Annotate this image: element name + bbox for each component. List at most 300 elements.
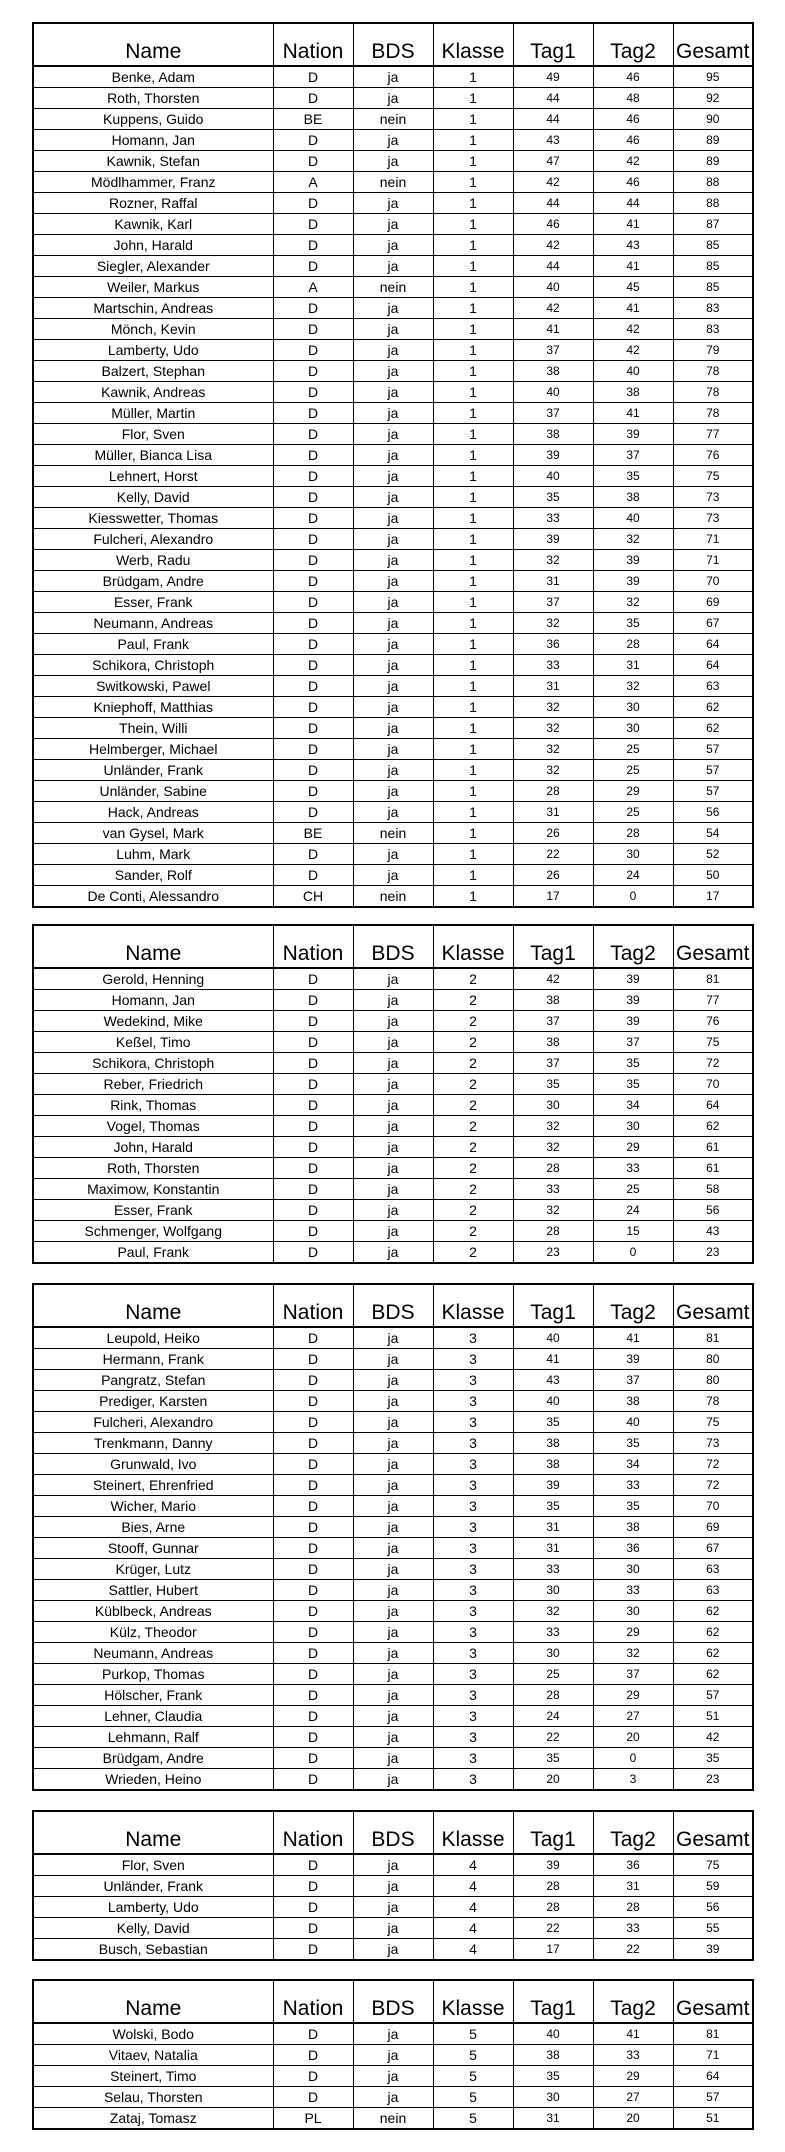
cell-klasse: 3	[433, 1769, 513, 1791]
cell-tag1: 28	[513, 1221, 593, 1242]
cell-nation: D	[273, 676, 353, 697]
cell-name: Kelly, David	[33, 487, 273, 508]
cell-tag2: 48	[593, 88, 673, 109]
cell-tag2: 20	[593, 1727, 673, 1748]
cell-klasse: 1	[433, 844, 513, 865]
cell-gesamt: 62	[673, 697, 753, 718]
table-row	[33, 508, 753, 529]
cell-nation: PL	[273, 2108, 353, 2130]
cell-klasse: 5	[433, 2045, 513, 2066]
cell-nation: D	[273, 1137, 353, 1158]
cell-gesamt: 50	[673, 865, 753, 886]
cell-tag2: 34	[593, 1095, 673, 1116]
table-row	[33, 1854, 753, 1876]
cell-bds: ja	[353, 1032, 433, 1053]
results-table-klasse-3	[32, 1283, 754, 1791]
cell-nation: D	[273, 1664, 353, 1685]
table-row	[33, 550, 753, 571]
cell-klasse: 1	[433, 298, 513, 319]
cell-tag1: 38	[513, 1433, 593, 1454]
table-row	[33, 1727, 753, 1748]
cell-gesamt: 75	[673, 466, 753, 487]
cell-tag1: 25	[513, 1664, 593, 1685]
cell-bds: ja	[353, 361, 433, 382]
cell-klasse: 1	[433, 151, 513, 172]
cell-bds: ja	[353, 1433, 433, 1454]
cell-bds: ja	[353, 1706, 433, 1727]
cell-nation: D	[273, 865, 353, 886]
cell-bds: ja	[353, 214, 433, 235]
cell-tag1: 38	[513, 424, 593, 445]
cell-gesamt: 81	[673, 968, 753, 990]
cell-gesamt: 85	[673, 277, 753, 298]
cell-tag2: 44	[593, 193, 673, 214]
cell-tag1: 35	[513, 1496, 593, 1517]
cell-gesamt: 52	[673, 844, 753, 865]
cell-bds: ja	[353, 1664, 433, 1685]
cell-tag2: 37	[593, 1370, 673, 1391]
table-row	[33, 1706, 753, 1727]
table-row	[33, 760, 753, 781]
cell-nation: D	[273, 1242, 353, 1264]
cell-name: Schikora, Christoph	[33, 1053, 273, 1074]
cell-gesamt: 83	[673, 298, 753, 319]
cell-tag2: 0	[593, 1242, 673, 1264]
cell-tag2: 30	[593, 718, 673, 739]
cell-klasse: 1	[433, 172, 513, 193]
cell-nation: D	[273, 1433, 353, 1454]
cell-name: Selau, Thorsten	[33, 2087, 273, 2108]
cell-tag1: 42	[513, 235, 593, 256]
cell-bds: ja	[353, 1685, 433, 1706]
cell-tag2: 35	[593, 1496, 673, 1517]
cell-tag1: 42	[513, 298, 593, 319]
cell-gesamt: 76	[673, 445, 753, 466]
cell-klasse: 1	[433, 676, 513, 697]
cell-tag2: 35	[593, 466, 673, 487]
cell-tag2: 32	[593, 592, 673, 613]
cell-name: Helmberger, Michael	[33, 739, 273, 760]
cell-nation: D	[273, 256, 353, 277]
cell-nation: D	[273, 487, 353, 508]
cell-gesamt: 73	[673, 508, 753, 529]
cell-klasse: 1	[433, 109, 513, 130]
cell-bds: nein	[353, 886, 433, 908]
cell-gesamt: 63	[673, 676, 753, 697]
cell-nation: D	[273, 1011, 353, 1032]
cell-nation: D	[273, 1685, 353, 1706]
cell-name: Lehnert, Horst	[33, 466, 273, 487]
cell-nation: D	[273, 193, 353, 214]
cell-klasse: 2	[433, 1179, 513, 1200]
cell-tag1: 33	[513, 1622, 593, 1643]
cell-tag1: 33	[513, 1179, 593, 1200]
table-row	[33, 968, 753, 990]
table-row	[33, 1580, 753, 1601]
cell-tag2: 37	[593, 1032, 673, 1053]
cell-gesamt: 62	[673, 1664, 753, 1685]
cell-klasse: 2	[433, 1053, 513, 1074]
cell-tag1: 32	[513, 760, 593, 781]
cell-tag2: 29	[593, 2066, 673, 2087]
cell-name: Hack, Andreas	[33, 802, 273, 823]
cell-tag1: 28	[513, 1897, 593, 1918]
cell-bds: ja	[353, 655, 433, 676]
cell-tag1: 17	[513, 886, 593, 908]
cell-klasse: 1	[433, 760, 513, 781]
cell-gesamt: 64	[673, 655, 753, 676]
cell-klasse: 2	[433, 1011, 513, 1032]
cell-gesamt: 57	[673, 739, 753, 760]
cell-gesamt: 54	[673, 823, 753, 844]
cell-gesamt: 69	[673, 592, 753, 613]
cell-klasse: 1	[433, 214, 513, 235]
table-row	[33, 109, 753, 130]
cell-klasse: 1	[433, 865, 513, 886]
cell-nation: D	[273, 151, 353, 172]
cell-nation: A	[273, 277, 353, 298]
cell-tag2: 41	[593, 1327, 673, 1349]
cell-tag2: 38	[593, 382, 673, 403]
cell-bds: ja	[353, 193, 433, 214]
header-row	[33, 1284, 753, 1327]
cell-nation: D	[273, 403, 353, 424]
cell-name: Vogel, Thomas	[33, 1116, 273, 1137]
cell-klasse: 3	[433, 1601, 513, 1622]
column-header-tag2: Tag2	[593, 23, 673, 66]
cell-tag2: 39	[593, 968, 673, 990]
cell-nation: D	[273, 445, 353, 466]
cell-bds: ja	[353, 865, 433, 886]
cell-bds: ja	[353, 1559, 433, 1580]
cell-name: Homann, Jan	[33, 130, 273, 151]
cell-klasse: 1	[433, 592, 513, 613]
cell-name: Martschin, Andreas	[33, 298, 273, 319]
cell-nation: D	[273, 1032, 353, 1053]
cell-tag1: 23	[513, 1242, 593, 1264]
cell-tag2: 28	[593, 1897, 673, 1918]
cell-tag1: 26	[513, 865, 593, 886]
table-row	[33, 1876, 753, 1897]
cell-klasse: 3	[433, 1496, 513, 1517]
cell-bds: ja	[353, 529, 433, 550]
cell-name: Fulcheri, Alexandro	[33, 1412, 273, 1433]
cell-name: Esser, Frank	[33, 1200, 273, 1221]
cell-bds: ja	[353, 781, 433, 802]
table-row	[33, 1643, 753, 1664]
cell-tag2: 0	[593, 886, 673, 908]
cell-bds: ja	[353, 1475, 433, 1496]
table-row	[33, 1622, 753, 1643]
cell-klasse: 2	[433, 1032, 513, 1053]
cell-klasse: 1	[433, 193, 513, 214]
cell-tag2: 39	[593, 1349, 673, 1370]
cell-name: Neumann, Andreas	[33, 1643, 273, 1664]
cell-tag2: 40	[593, 1412, 673, 1433]
cell-klasse: 2	[433, 968, 513, 990]
cell-gesamt: 23	[673, 1242, 753, 1264]
cell-klasse: 3	[433, 1685, 513, 1706]
cell-gesamt: 59	[673, 1876, 753, 1897]
cell-gesamt: 61	[673, 1158, 753, 1179]
table-row	[33, 634, 753, 655]
cell-tag1: 39	[513, 529, 593, 550]
cell-tag1: 42	[513, 172, 593, 193]
cell-klasse: 1	[433, 571, 513, 592]
cell-bds: ja	[353, 1137, 433, 1158]
cell-tag2: 27	[593, 2087, 673, 2108]
cell-tag2: 0	[593, 1748, 673, 1769]
cell-bds: ja	[353, 151, 433, 172]
cell-tag1: 32	[513, 550, 593, 571]
table-row	[33, 1939, 753, 1961]
cell-nation: D	[273, 844, 353, 865]
cell-bds: ja	[353, 1854, 433, 1876]
cell-klasse: 3	[433, 1454, 513, 1475]
table-row	[33, 2108, 753, 2130]
column-header-tag2: Tag2	[593, 1284, 673, 1327]
cell-tag1: 31	[513, 2108, 593, 2130]
cell-tag2: 37	[593, 445, 673, 466]
cell-tag1: 47	[513, 151, 593, 172]
cell-nation: D	[273, 1559, 353, 1580]
cell-gesamt: 80	[673, 1349, 753, 1370]
cell-tag2: 41	[593, 403, 673, 424]
cell-name: Brüdgam, Andre	[33, 1748, 273, 1769]
cell-gesamt: 71	[673, 2045, 753, 2066]
cell-nation: D	[273, 2066, 353, 2087]
cell-bds: ja	[353, 403, 433, 424]
cell-tag1: 31	[513, 571, 593, 592]
table-row	[33, 1011, 753, 1032]
cell-klasse: 1	[433, 445, 513, 466]
cell-tag2: 25	[593, 1179, 673, 1200]
cell-nation: D	[273, 340, 353, 361]
cell-tag1: 32	[513, 718, 593, 739]
cell-tag2: 41	[593, 256, 673, 277]
cell-klasse: 4	[433, 1939, 513, 1961]
cell-klasse: 3	[433, 1412, 513, 1433]
cell-tag2: 30	[593, 1116, 673, 1137]
cell-klasse: 2	[433, 1242, 513, 1264]
cell-name: John, Harald	[33, 1137, 273, 1158]
results-table-klasse-4	[32, 1810, 754, 1961]
results-table-klasse-1	[32, 22, 754, 908]
cell-name: Fulcheri, Alexandro	[33, 529, 273, 550]
cell-tag1: 28	[513, 1685, 593, 1706]
table-row	[33, 88, 753, 109]
column-header-tag1: Tag1	[513, 1811, 593, 1854]
cell-klasse: 1	[433, 487, 513, 508]
cell-name: Paul, Frank	[33, 634, 273, 655]
cell-klasse: 1	[433, 655, 513, 676]
cell-gesamt: 64	[673, 634, 753, 655]
cell-nation: D	[273, 1391, 353, 1412]
cell-tag2: 24	[593, 1200, 673, 1221]
cell-nation: D	[273, 1748, 353, 1769]
cell-gesamt: 77	[673, 990, 753, 1011]
cell-tag2: 41	[593, 2023, 673, 2045]
table-row	[33, 193, 753, 214]
cell-bds: ja	[353, 1580, 433, 1601]
cell-tag1: 28	[513, 1876, 593, 1897]
cell-nation: D	[273, 1475, 353, 1496]
cell-bds: ja	[353, 676, 433, 697]
cell-gesamt: 70	[673, 571, 753, 592]
cell-gesamt: 88	[673, 193, 753, 214]
cell-bds: ja	[353, 298, 433, 319]
cell-name: Wicher, Mario	[33, 1496, 273, 1517]
table-row	[33, 424, 753, 445]
cell-klasse: 1	[433, 886, 513, 908]
cell-nation: D	[273, 319, 353, 340]
table-row	[33, 235, 753, 256]
cell-gesamt: 56	[673, 802, 753, 823]
cell-name: Wedekind, Mike	[33, 1011, 273, 1032]
cell-klasse: 3	[433, 1622, 513, 1643]
cell-nation: D	[273, 361, 353, 382]
cell-nation: D	[273, 1876, 353, 1897]
cell-name: Reber, Friedrich	[33, 1074, 273, 1095]
cell-tag2: 28	[593, 823, 673, 844]
cell-tag1: 17	[513, 1939, 593, 1961]
cell-tag2: 42	[593, 151, 673, 172]
cell-bds: ja	[353, 968, 433, 990]
cell-gesamt: 67	[673, 1538, 753, 1559]
cell-klasse: 1	[433, 781, 513, 802]
column-header-gesamt: Gesamt	[673, 23, 753, 66]
cell-tag2: 29	[593, 1622, 673, 1643]
cell-klasse: 5	[433, 2087, 513, 2108]
cell-klasse: 2	[433, 1158, 513, 1179]
cell-klasse: 1	[433, 466, 513, 487]
cell-tag1: 38	[513, 1454, 593, 1475]
cell-gesamt: 80	[673, 1370, 753, 1391]
cell-klasse: 2	[433, 1116, 513, 1137]
cell-tag1: 32	[513, 1137, 593, 1158]
cell-bds: ja	[353, 1939, 433, 1961]
column-header-gesamt: Gesamt	[673, 1980, 753, 2023]
cell-tag2: 30	[593, 844, 673, 865]
table-row	[33, 1601, 753, 1622]
cell-klasse: 1	[433, 739, 513, 760]
cell-nation: D	[273, 634, 353, 655]
table-row	[33, 340, 753, 361]
cell-name: Kiesswetter, Thomas	[33, 508, 273, 529]
cell-nation: A	[273, 172, 353, 193]
column-header-klasse: Klasse	[433, 1980, 513, 2023]
cell-tag1: 44	[513, 88, 593, 109]
cell-tag2: 35	[593, 1074, 673, 1095]
cell-name: Lehmann, Ralf	[33, 1727, 273, 1748]
table-row	[33, 151, 753, 172]
cell-gesamt: 63	[673, 1580, 753, 1601]
cell-bds: ja	[353, 1391, 433, 1412]
cell-name: Wrieden, Heino	[33, 1769, 273, 1791]
cell-nation: D	[273, 739, 353, 760]
cell-gesamt: 75	[673, 1032, 753, 1053]
cell-gesamt: 95	[673, 66, 753, 88]
cell-klasse: 2	[433, 1221, 513, 1242]
cell-gesamt: 85	[673, 235, 753, 256]
cell-bds: ja	[353, 508, 433, 529]
cell-nation: D	[273, 235, 353, 256]
cell-tag1: 46	[513, 214, 593, 235]
cell-nation: D	[273, 613, 353, 634]
cell-name: Busch, Sebastian	[33, 1939, 273, 1961]
cell-nation: D	[273, 1095, 353, 1116]
cell-bds: ja	[353, 844, 433, 865]
cell-klasse: 3	[433, 1370, 513, 1391]
cell-klasse: 3	[433, 1538, 513, 1559]
cell-tag2: 25	[593, 739, 673, 760]
cell-gesamt: 62	[673, 1622, 753, 1643]
cell-name: Balzert, Stephan	[33, 361, 273, 382]
cell-nation: D	[273, 1158, 353, 1179]
table-row	[33, 1538, 753, 1559]
cell-tag2: 42	[593, 319, 673, 340]
cell-bds: ja	[353, 1221, 433, 1242]
cell-gesamt: 51	[673, 2108, 753, 2130]
cell-name: Schikora, Christoph	[33, 655, 273, 676]
cell-klasse: 1	[433, 508, 513, 529]
table-row	[33, 1769, 753, 1791]
cell-gesamt: 70	[673, 1074, 753, 1095]
cell-tag2: 33	[593, 1918, 673, 1939]
cell-bds: ja	[353, 235, 433, 256]
cell-tag1: 32	[513, 739, 593, 760]
cell-gesamt: 83	[673, 319, 753, 340]
cell-bds: nein	[353, 823, 433, 844]
cell-klasse: 1	[433, 613, 513, 634]
cell-tag1: 40	[513, 1327, 593, 1349]
cell-name: van Gysel, Mark	[33, 823, 273, 844]
cell-name: Flor, Sven	[33, 424, 273, 445]
table-row	[33, 1053, 753, 1074]
cell-klasse: 2	[433, 1074, 513, 1095]
column-header-nation: Nation	[273, 925, 353, 968]
table-row	[33, 739, 753, 760]
cell-tag2: 31	[593, 1876, 673, 1897]
cell-nation: D	[273, 781, 353, 802]
cell-nation: D	[273, 1412, 353, 1433]
cell-nation: D	[273, 1053, 353, 1074]
cell-tag1: 40	[513, 2023, 593, 2045]
table-row	[33, 844, 753, 865]
cell-bds: ja	[353, 634, 433, 655]
cell-tag2: 24	[593, 865, 673, 886]
cell-bds: ja	[353, 2087, 433, 2108]
column-header-tag1: Tag1	[513, 925, 593, 968]
cell-gesamt: 39	[673, 1939, 753, 1961]
column-header-nation: Nation	[273, 23, 353, 66]
cell-nation: D	[273, 802, 353, 823]
table-row	[33, 1137, 753, 1158]
cell-klasse: 2	[433, 1200, 513, 1221]
cell-tag1: 24	[513, 1706, 593, 1727]
cell-gesamt: 57	[673, 2087, 753, 2108]
cell-gesamt: 81	[673, 2023, 753, 2045]
column-header-name: Name	[33, 1284, 273, 1327]
column-header-bds: BDS	[353, 925, 433, 968]
cell-bds: ja	[353, 1517, 433, 1538]
cell-gesamt: 51	[673, 1706, 753, 1727]
cell-tag1: 33	[513, 655, 593, 676]
cell-tag2: 25	[593, 802, 673, 823]
table-row	[33, 1074, 753, 1095]
cell-bds: ja	[353, 1053, 433, 1074]
cell-klasse: 1	[433, 277, 513, 298]
